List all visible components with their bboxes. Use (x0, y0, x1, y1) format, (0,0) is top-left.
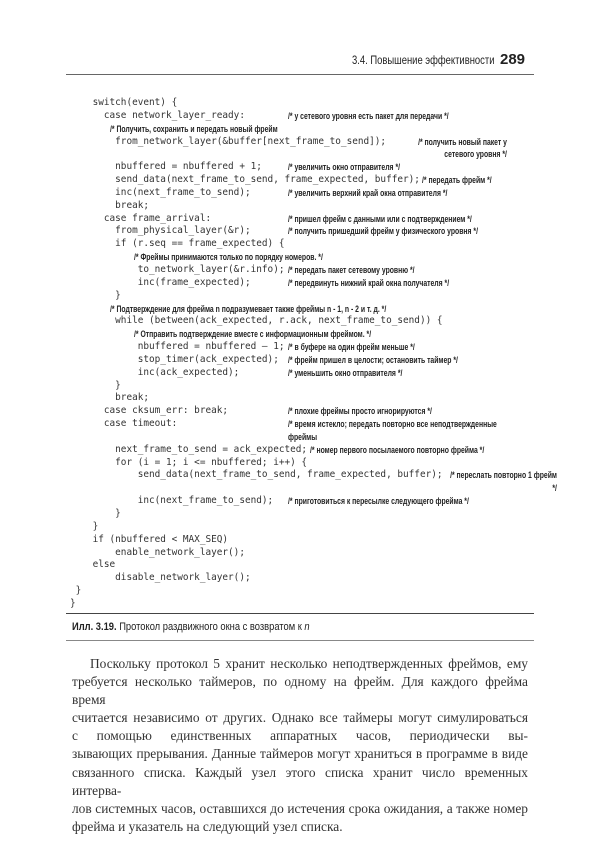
code-text: inc(frame_expected); (70, 276, 251, 288)
code-line (70, 598, 540, 611)
code-text: case network_layer_ready: (70, 109, 245, 121)
code-line (70, 225, 540, 238)
code-line (70, 392, 540, 405)
code-text: } (70, 508, 121, 519)
code-text: case cksum_err: break; (70, 405, 229, 417)
code-line (70, 469, 557, 495)
code-comment: /* переслать повторно 1 фрейм */ (450, 470, 557, 494)
code-line (70, 110, 540, 123)
code-text: switch(event) { (70, 97, 178, 108)
caption-rule-bottom (66, 640, 534, 641)
code-comment: /* номер первого посылаемого повторно фрейма */ (310, 444, 485, 455)
code-line (70, 200, 540, 213)
code-listing (70, 97, 557, 611)
code-comment: /* передать фрейм */ (422, 175, 492, 186)
code-comment: /* у сетевого уровня есть пакет для передачи */ (288, 110, 449, 121)
code-line (70, 572, 540, 585)
code-text: stop_timer(ack_expected); (70, 353, 279, 365)
code-line (70, 405, 540, 418)
code-text: to_network_layer(&r.info); (70, 263, 285, 275)
code-line (70, 136, 540, 162)
code-text: next_frame_to_send = ack_expected; (70, 443, 308, 455)
code-comment: /* пришел фрейм с данными или с подтверждением */ (288, 213, 472, 224)
figure-caption (72, 621, 310, 633)
caption-text: Протокол раздвижного окна с возвратом к (119, 621, 302, 633)
page-number: 289 (500, 51, 526, 68)
code-line (70, 315, 540, 328)
code-text: case timeout: (70, 418, 178, 430)
code-text: } (70, 520, 99, 532)
code-comment: /* Получить, сохранить и передать новый фрейм (110, 123, 278, 134)
code-text: if (r.seq == frame_expected) { (70, 238, 285, 250)
code-comment: /* получить пришедший фрейм у физического уровня */ (288, 226, 478, 237)
paragraph-line: фрейма и указатель на следующий узел списка. (72, 818, 343, 834)
code-line (70, 508, 540, 521)
code-text: inc(next_frame_to_send); (70, 186, 251, 198)
code-line (70, 380, 540, 393)
running-header-section: 3.4. Повышение эффективности (352, 55, 495, 67)
code-text: } (70, 585, 82, 597)
code-comment: /* передать пакет сетевому уровню */ (288, 264, 415, 275)
code-comment: /* уменьшить окно отправителя */ (288, 367, 403, 378)
code-line (70, 277, 540, 290)
code-comment: /* передвинуть нижний край окна получателя */ (288, 277, 450, 288)
code-text: break; (70, 392, 150, 404)
code-comment: /* увеличить верхний край окна отправителя */ (288, 187, 448, 198)
paragraph-line: Поскольку протокол 5 хранит несколько неподтвержденных фреймов, ему (90, 656, 528, 671)
code-line (70, 251, 540, 264)
caption-label: Илл. 3.19. (72, 621, 117, 633)
code-line (70, 187, 540, 200)
caption-var: n (304, 621, 310, 633)
paragraph-line: лов системных часов, оставшихся до истечения срока ожидания, а также номер (72, 800, 528, 816)
code-comment: /* время истекло; передать повторно все неподтвержденные фреймы (288, 419, 497, 442)
code-comment: /* приготовиться к пересылке следующего фрейма */ (288, 496, 469, 507)
code-text: case frame_arrival: (70, 212, 212, 224)
code-text: if (nbuffered < MAX_SEQ) (70, 533, 229, 545)
code-text: from_network_layer(&buffer[next_frame_to_send]); (70, 135, 387, 147)
paragraph-line: считается независимо от других. Однако все таймеры могут симулироваться (72, 710, 528, 726)
code-text: inc(ack_expected); (70, 366, 240, 378)
code-text: } (70, 289, 121, 301)
code-text: nbuffered = nbuffered – 1; (70, 341, 285, 353)
code-text: disable_network_layer(); (70, 572, 251, 584)
code-comment: /* фрейм пришел в целости; остановить таймер */ (288, 354, 458, 365)
paragraph-line: с помощью единственных аппаратных часов, периодически вы- (72, 728, 528, 744)
code-line (70, 367, 540, 380)
code-comment: /* Фреймы принимаются только по порядку номеров. */ (134, 252, 323, 263)
code-line (70, 585, 540, 598)
code-line (70, 264, 540, 277)
code-comment: /* Подтверждение для фрейма n подразумевает также фреймы n - 1, n - 2 и т. д. */ (110, 303, 387, 314)
code-line (70, 341, 540, 354)
code-text: } (70, 597, 76, 609)
code-comment: /* в буфере на один фрейм меньше */ (288, 342, 415, 353)
paragraph-line: зывающих прерывания. Данные таймеров могут храниться в программе в виде (72, 746, 528, 762)
code-line (70, 161, 540, 174)
code-line (70, 495, 540, 508)
code-text: while (between(ack_expected, r.ack, next_frame_to_send)) { (70, 315, 443, 327)
code-line (70, 547, 540, 560)
code-text: send_data(next_frame_to_send, frame_expected, buffer); (70, 469, 443, 481)
code-comment: /* получить новый пакет у сетевого уровня */ (418, 136, 507, 160)
code-text: else (70, 559, 116, 571)
code-comment: /* увеличить окно отправителя */ (288, 162, 401, 173)
code-text: enable_network_layer(); (70, 546, 245, 558)
code-text: } (70, 379, 121, 391)
code-line (70, 444, 540, 457)
code-comment: /* Отправить подтверждение вместе с информационным фреймом. */ (134, 329, 372, 340)
code-line (70, 290, 540, 303)
code-text: for (i = 1; i <= nbuffered; i++) { (70, 456, 308, 468)
code-text: from_physical_layer(&r); (70, 225, 251, 237)
caption-rule-top (66, 613, 534, 614)
code-line (70, 174, 540, 187)
code-line (70, 238, 540, 251)
code-line (70, 534, 540, 547)
code-line (70, 213, 540, 226)
code-text: nbuffered = nbuffered + 1; (70, 161, 262, 173)
code-line (70, 457, 540, 470)
paragraph-line: требуется несколько таймеров, по одному на фрейм. Для каждого фрейма время (72, 674, 528, 708)
code-line (70, 418, 540, 444)
body-paragraph (72, 655, 528, 836)
code-text: break; (70, 199, 150, 211)
paragraph-line: связанного списка. Каждый узел этого списка хранит число временных интерва- (72, 764, 528, 798)
code-line (70, 521, 540, 534)
code-text: send_data(next_frame_to_send, frame_expected, buffer); (70, 174, 420, 186)
code-text: inc(next_frame_to_send); (70, 495, 274, 507)
header-divider (66, 74, 534, 75)
code-line (70, 328, 540, 341)
code-line (70, 354, 540, 367)
code-comment: /* плохие фреймы просто игнорируются */ (288, 406, 432, 417)
code-line (70, 123, 540, 136)
code-line (70, 559, 540, 572)
code-line (70, 97, 540, 110)
code-line (70, 303, 540, 316)
